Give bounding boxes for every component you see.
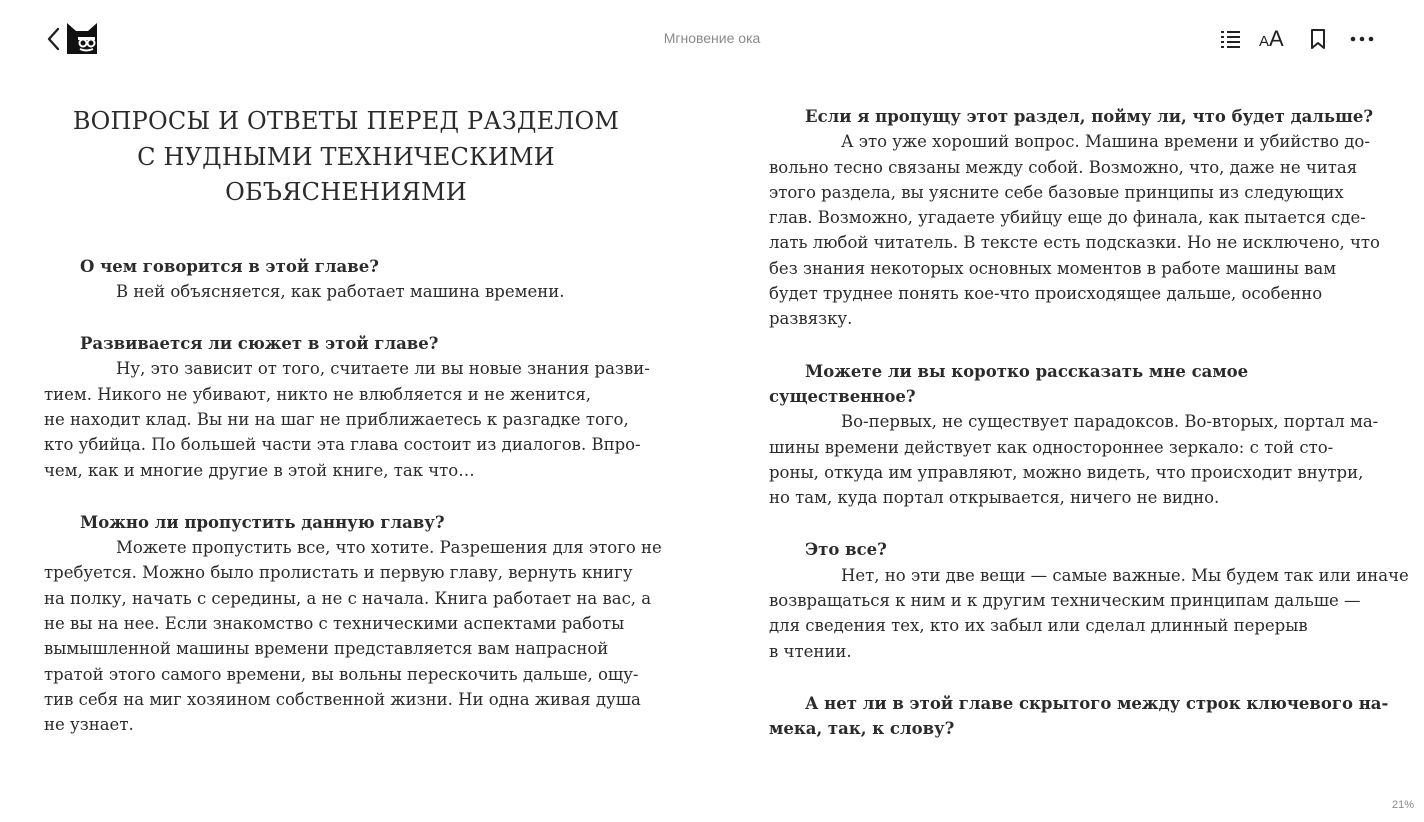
chapter-title [44, 104, 648, 211]
answer [769, 563, 1409, 664]
reading-progress: 21% [1391, 799, 1414, 811]
table-of-contents-icon[interactable] [1218, 26, 1244, 52]
question-line: О чем говорится в этой главе? [80, 256, 379, 276]
answer-line: требуется. Можно было пролистать и первую главу, вернуть книгу [44, 563, 633, 583]
answer-line: не вы на нее. Если знакомство с техническими аспектами работы [44, 614, 625, 634]
answer-line: в чтении. [769, 641, 852, 661]
answer [44, 356, 648, 482]
question [44, 510, 648, 535]
book-title: Мгновение ока [663, 30, 761, 46]
qa-block [44, 510, 662, 738]
question-line: мека, так, к слову? [769, 719, 955, 739]
answer-line: шины времени действует как одностороннее зеркало: с той сто- [769, 437, 1334, 457]
answer-line: Нет, но эти две вещи — самые важные. Мы будем так или иначе [841, 565, 1409, 585]
answer-line: лать любой читатель. В тексте есть подсказки. Но не исключено, что [769, 233, 1380, 253]
answer-line: вымышленной машины времени представляется вам напрасной [44, 639, 609, 659]
qa-block [44, 331, 648, 483]
right-page [769, 104, 1409, 742]
question-line: Если я пропущу этот раздел, пойму ли, что будет дальше? [805, 107, 1374, 126]
answer-line: не узнает. [44, 715, 134, 735]
question-line: А нет ли в этой главе скрытого между строк ключевого на- [805, 693, 1389, 713]
question [44, 254, 648, 279]
qa-block [769, 359, 1379, 511]
answer [769, 409, 1379, 510]
qa-block [769, 104, 1380, 332]
answer-line: возвращаться к ним и к другим техническим принципам дальше — [769, 591, 1361, 611]
answer-line: будет труднее понять кое-что происходящее дальше, особенно [769, 284, 1323, 304]
answer-line: глав. Возможно, угадаете убийцу еще до финала, как пытается сде- [769, 208, 1366, 228]
answer-line: кто убийца. По большей части эта глава состоит из диалогов. Впро- [44, 435, 641, 455]
answer-line: Можете пропустить все, что хотите. Разрешения для этого не [116, 538, 662, 558]
font-small-letter: A [1259, 33, 1270, 50]
answer-line: А это уже хороший вопрос. Машина времени и убийство до- [841, 132, 1370, 152]
question-line: Можно ли пропустить данную главу? [80, 512, 445, 532]
answer-line: вольно тесно связаны между собой. Возможно, что, даже не читая [769, 157, 1358, 177]
answer [769, 129, 1380, 331]
question-line: Можете ли вы коротко рассказать мне самое [805, 361, 1249, 381]
answer-line: развязку. [769, 309, 853, 329]
answer-line: В ней объясняется, как работает машина времени. [116, 281, 565, 301]
answer-line: тив себя на миг хозяином собственной жизни. Ни одна живая душа [44, 689, 641, 709]
qa-block [44, 254, 648, 305]
question-line: Развивается ли сюжет в этой главе? [80, 334, 439, 354]
question [769, 104, 1373, 129]
answer-line: Ну, это зависит от того, считаете ли вы новые знания разви- [116, 359, 650, 379]
answer-line: Во-первых, не существует парадоксов. Во-вторых, портал ма- [841, 412, 1379, 432]
chapter-title-line: ВОПРОСЫ И ОТВЕТЫ ПЕРЕД РАЗДЕЛОМ [72, 107, 620, 135]
bookmark-icon[interactable] [1305, 26, 1331, 52]
answer-line: роны, откуда им управляют, можно видеть, что происходит внутри, [769, 462, 1364, 482]
answer-line: но там, куда портал открывается, ничего не видно. [769, 488, 1220, 508]
answer-line: не находит клад. Вы ни на шаг не приближаетесь к разгадке того, [44, 409, 629, 429]
answer [44, 535, 662, 737]
answer-line: на полку, начать с середины, а не с начала. Книга работает на вас, а [44, 588, 652, 608]
question-line: существенное? [769, 386, 916, 406]
question [769, 691, 1389, 742]
reader-toolbar [0, 0, 1424, 76]
question [769, 359, 1373, 410]
answer-line: этого раздела, вы уясните себе базовые принципы из следующих [769, 182, 1344, 202]
question-line: Это все? [805, 540, 887, 560]
more-dots-icon[interactable] [1349, 26, 1375, 52]
answer [44, 279, 648, 304]
question [769, 537, 1373, 562]
font-settings-icon[interactable] [1259, 26, 1285, 52]
answer-line: чем, как и многие другие в этой книге, так что… [44, 460, 475, 480]
chapter-title-line: ОБЪЯСНЕНИЯМИ [225, 178, 467, 206]
answer-line: тратой этого самого времени, вы вольны перескочить дальше, ощу- [44, 664, 639, 684]
answer-line: без знания некоторых основных моментов в работе машины вам [769, 258, 1337, 278]
font-big-letter: A [1269, 26, 1284, 51]
answer-line: тием. Никого не убивают, никто не влюбляется и не женится, [44, 384, 592, 404]
chapter-title-line: С НУДНЫМИ ТЕХНИЧЕСКИМИ [137, 142, 555, 171]
qa-block [769, 537, 1409, 663]
left-page [44, 100, 662, 738]
question [44, 331, 648, 356]
qa-block [769, 691, 1389, 742]
answer-line: для сведения тех, кто их забыл или сделал длинный перерыв [769, 616, 1308, 636]
